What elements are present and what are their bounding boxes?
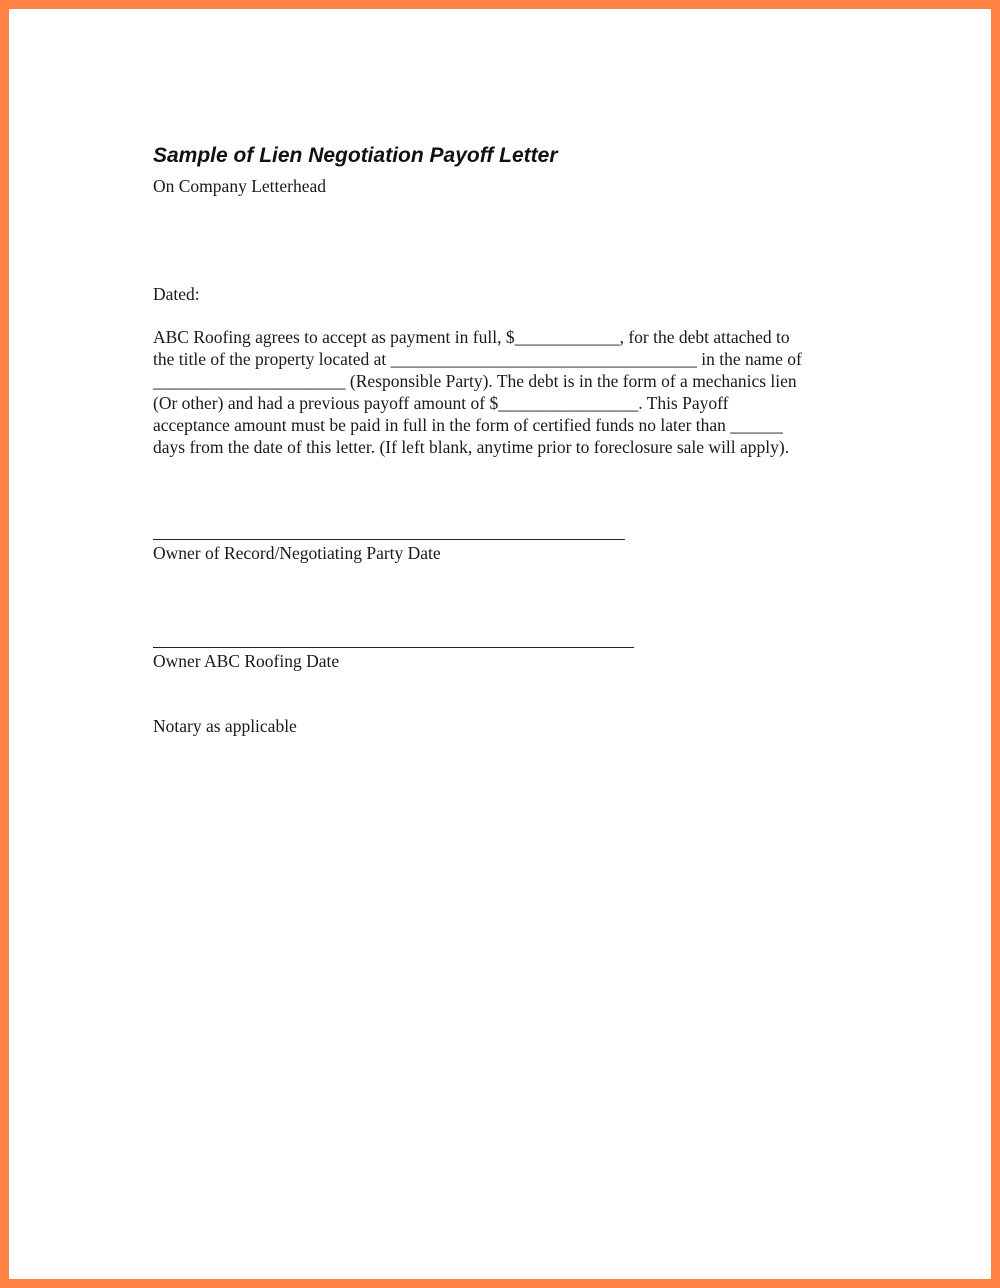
signature-line-2 [153, 647, 634, 648]
document-title: Sample of Lien Negotiation Payoff Letter [153, 144, 558, 167]
subtitle: On Company Letterhead [153, 176, 327, 196]
body-line: (Or other) and had a previous payoff amount of $________________. This Payoff [153, 393, 729, 413]
body-line: days from the date of this letter. (If left blank, anytime prior to foreclosure sale will apply). [153, 437, 790, 457]
notary-note: Notary as applicable [153, 716, 297, 736]
signature-line-1 [153, 539, 625, 540]
body-line: the title of the property located at ___________________________________ in the name of [153, 349, 802, 369]
signature-1-label: Owner of Record/Negotiating Party Date [153, 543, 441, 563]
signature-2-label: Owner ABC Roofing Date [153, 651, 340, 671]
dated-label: Dated: [153, 284, 200, 304]
body-line: ABC Roofing agrees to accept as payment in full, $____________, for the debt attached to [153, 327, 790, 347]
body-line: acceptance amount must be paid in full in the form of certified funds no later than ______ [153, 415, 783, 435]
body-line: ______________________ (Responsible Party). The debt is in the form of a mechanics lien [153, 371, 797, 391]
